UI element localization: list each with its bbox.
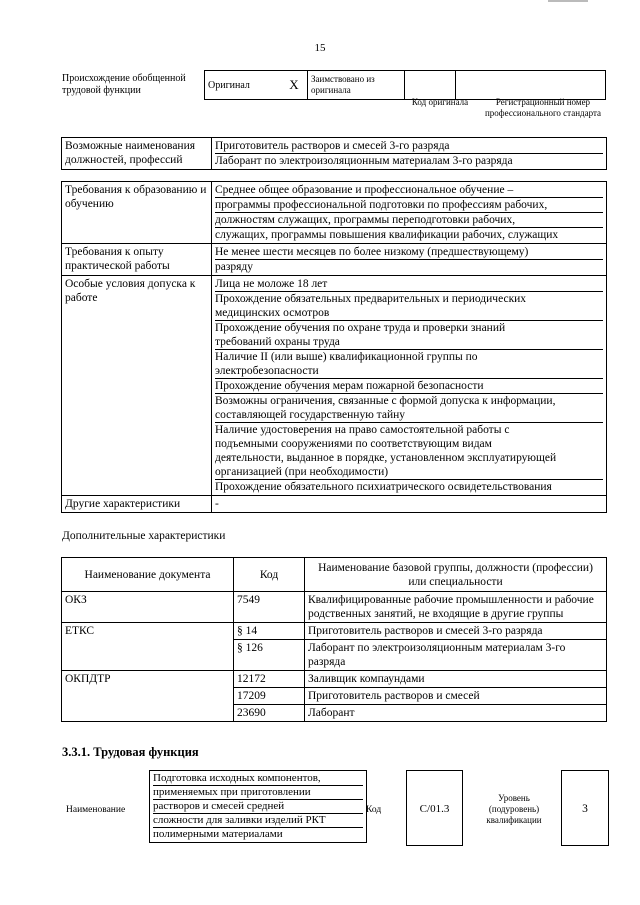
scan-mark [548, 0, 588, 2]
origin-label: Происхождение обобщенной трудовой функции [62, 73, 186, 96]
position-item: Лаборант по электроизоляционным материалам 3-го разряда [215, 155, 513, 167]
name-cell: Приготовитель растворов и смесей [305, 688, 607, 705]
condition-item: Наличие удостоверения на право самостоятельной работы с подъемными сооружениями по соответствующим видам деятельности, выданное в порядке, установленном эксплуатирующей организацией (при необходимости) [215, 423, 603, 480]
code-cell: § 14 [234, 623, 305, 640]
origin-table [204, 70, 606, 100]
origin-code-cell [405, 71, 456, 100]
code-caption: Код оригинала [411, 97, 469, 107]
conditions-value [212, 276, 607, 496]
education-line: Среднее общее образование и профессиональное обучение – [215, 183, 603, 198]
page-number: 15 [314, 42, 326, 54]
function-name-line: Подготовка исходных компонентов, [153, 772, 363, 786]
condition-item: Прохождение обучения мерам пожарной безопасности [215, 379, 603, 394]
education-value [212, 182, 607, 244]
conditions-label: Особые условия допуска к работе [62, 276, 212, 496]
origin-mark: X [281, 71, 308, 100]
name-cell: Квалифицированные рабочие промышленности и рабочие родственных занятий, не входящие в другие группы [305, 592, 607, 623]
education-line: программы профессиональной подготовки по профессиям рабочих, [215, 198, 603, 213]
code-cell: 12172 [234, 671, 305, 688]
function-name-line: полимерными материалами [153, 828, 283, 840]
function-level-box [561, 770, 609, 846]
function-level-label: Уровень (подуровень) квалификации [486, 793, 542, 825]
reg-caption: Регистрационный номер профессионального стандарта [484, 97, 602, 118]
experience-line: разряду [215, 261, 254, 273]
code-cell: 17209 [234, 688, 305, 705]
doc-cell: ОКЗ [62, 592, 234, 623]
additional-heading: Дополнительные характеристики [62, 530, 226, 542]
col-code-header: Код [234, 558, 305, 592]
experience-line: Не менее шести месяцев по более низкому (предшествующему) [215, 245, 603, 260]
function-level-value: 3 [582, 803, 588, 815]
origin-reg-cell [456, 71, 606, 100]
code-cell: 23690 [234, 705, 305, 722]
name-cell: Лаборант [305, 705, 607, 722]
function-code-value: C/01.3 [419, 803, 450, 815]
condition-item: Прохождение обучения по охране труда и проверки знаний требований охраны труда [215, 321, 603, 350]
name-cell: Лаборант по электроизоляционным материалам 3-го разряда [305, 640, 607, 671]
other-label: Другие характеристики [62, 496, 212, 513]
code-cell: § 126 [234, 640, 305, 671]
col-name-header: Наименование базовой группы, должности (профессии) или специальности [305, 558, 607, 592]
doc-cell: ЕТКС [62, 623, 234, 671]
position-item: Приготовитель растворов и смесей 3-го разряда [215, 139, 603, 154]
experience-value [212, 244, 607, 276]
positions-table [61, 137, 607, 170]
additional-table [61, 557, 607, 722]
origin-borrowed: Заимствовано из оригинала [308, 71, 405, 100]
col-doc-header: Наименование документа [62, 558, 234, 592]
condition-item: Лица не моложе 18 лет [215, 277, 603, 292]
education-line: служащих, программы повышения квалификации рабочих, служащих [215, 229, 559, 241]
function-name-line: растворов и смесей средней [153, 800, 363, 814]
function-name-line: применяемых при приготовлении [153, 786, 363, 800]
function-code-box [406, 770, 463, 846]
name-cell: Приготовитель растворов и смесей 3-го разряда [305, 623, 607, 640]
requirements-table [61, 181, 607, 513]
function-name-label: Наименование [66, 805, 126, 815]
education-line: должностям служащих, программы переподготовки рабочих, [215, 213, 603, 228]
function-name-line: сложности для заливки изделий РКТ [153, 814, 363, 828]
code-cell: 7549 [234, 592, 305, 623]
positions-label: Возможные наименования должностей, профессий [62, 138, 212, 170]
function-code-label: Код [366, 805, 382, 815]
positions-values [212, 138, 607, 170]
condition-item: Прохождение обязательных предварительных и периодических медицинских осмотров [215, 292, 603, 321]
name-cell: Заливщик компаундами [305, 671, 607, 688]
condition-item: Наличие II (или выше) квалификационной группы по электробезопасности [215, 350, 603, 379]
experience-label: Требования к опыту практической работы [62, 244, 212, 276]
function-heading: 3.3.1. Трудовая функция [62, 745, 199, 759]
origin-original: Оригинал [205, 71, 282, 100]
function-name-box [149, 770, 367, 843]
condition-item: Возможны ограничения, связанные с формой допуска к информации, составляющей государственную тайну [215, 394, 603, 423]
other-value: - [212, 496, 607, 513]
condition-item: Прохождение обязательного психиатрического освидетельствования [215, 481, 552, 493]
education-label: Требования к образованию и обучению [62, 182, 212, 244]
doc-cell: ОКПДТР [62, 671, 234, 722]
